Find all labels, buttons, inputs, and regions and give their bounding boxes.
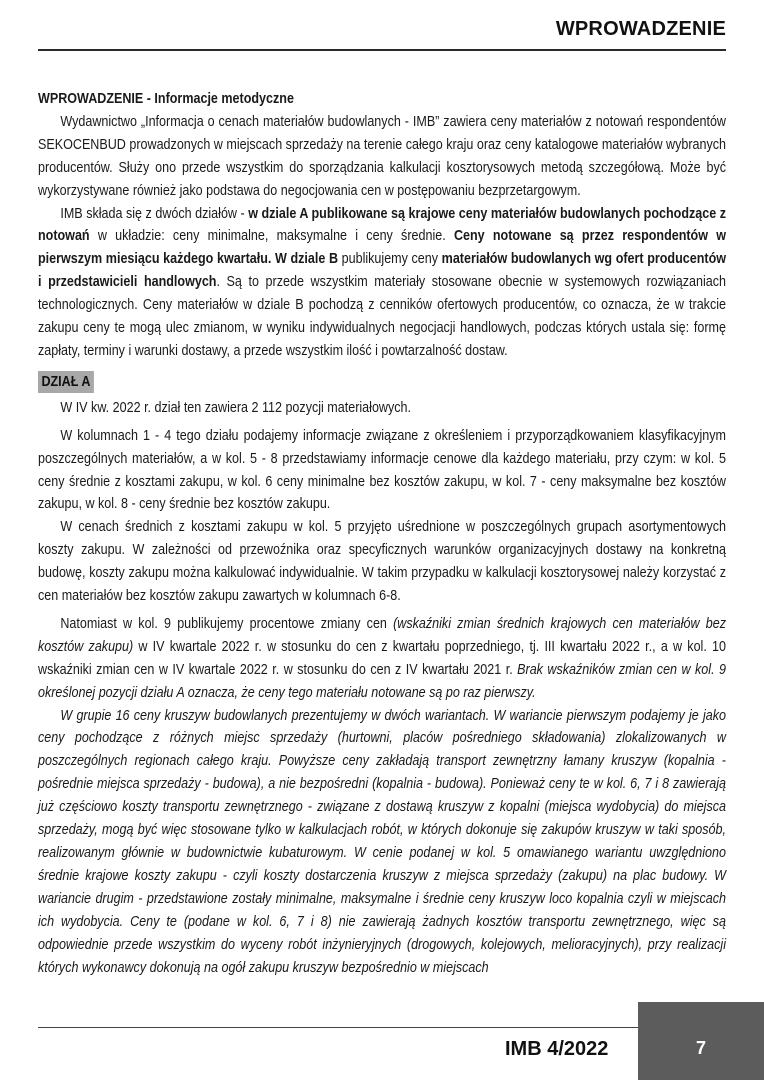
intro-p2-text-g: . Są to przede wszystkim materiały stosowane obecnie w systemowych rozwiązaniach technologicznych. Ceny materiałów w dziale B pochodzą z cenników ofertowych producentów, co oznacza, że w trakcie zakupu ceny te mogą ulec zmianom, w wyniku indywidualnych negocjacji handlowych, podczas których ustala się: formę zapłaty, terminy i warunki dostawy, a przede wszystkim ilość i powtarzalność dostaw. [38,274,727,359]
section-a-paragraph-3: W cenach średnich z kosztami zakupu w kol. 5 przyjęto uśrednione w poszczególnych grupach asortymentowych koszty zakupu. W zależności od przewoźnika oraz specyficznych warunków organizacyjnych dostawy na konkretną budowę, koszty zakupu można kalkulować indywidualnie. W takim przypadku w kalkulacji kosztorysowej należy korzystać z cen materiałów bez kosztów zakupu zawartych w kolumnach 6-8. [38,519,727,605]
page-number-box [638,1002,764,1080]
section-a-badge: DZIAŁ A [38,371,94,393]
running-header-title: WPROWADZENIE [555,18,726,40]
intro-p2-bold-b: w dziale A publikowane są krajowe ceny materiałów budowlanych pochodzące z notowań [38,205,726,245]
intro-p2-text-c: w układzie: ceny minimalne, maksymalne i ceny średnie. [89,228,454,245]
section-a-paragraph-4 [38,613,726,705]
section-a-paragraph-1: W IV kw. 2022 r. dział ten zawiera 2 112 pozycji materiałowych. [60,399,412,416]
section-a-paragraph-5: W grupie 16 ceny kruszyw budowlanych prezentujemy w dwóch wariantach. W wariancie pierwszym podajemy je jako ceny pochodzące z różnych miejsc sprzedaży (hurtowni, placów pośredniego składowania) zlokalizowanych w poszczególnych regionach całego kraju. Powyższe ceny zakładają transport zewnętrzny łamany kruszyw (kopalnia - pośrednie miejsca sprzedaży - budowa), a nie bezpośredni (kopalnia - budowa). Ponieważ ceny te w kol. 6, 7 i 8 zawierają już częściowo koszty transportu zewnętrznego - związane z dostawą kruszyw z kopalni (miejsca wydobycia) do miejsca sprzedaży, mogą być więc stosowane tylko w kalkulacjach robót, w których dokonuje się zakupów kruszyw w taki sposób, realizowanym głównie w budownictwie kubaturowym. W cenie podanej w kol. 5 omawianego wariantu uwzględniono średnie krajowe koszty zakupu - czyli koszty dostarczenia kruszyw z miejsca sprzedaży (zakupu) na plac budowy. W wariancie drugim - przedstawione zostały minimalne, maksymalne i średnie ceny kruszyw loco kopalnia czyli w miejscach ich wydobycia. Ceny te (podane w kol. 6, 7 i 8) nie zawierają żadnych kosztów transportu zewnętrznego, więc są odpowiednie przede wszystkim do wyceny robót inżynieryjnych (drogowych, kolejowych, melioracyjnych), przy realizacji których wykonawcy dokonują na ogół zakupu kruszyw bezpośrednio w miejscach [38,707,727,976]
section-a-p4-text-a: Natomiast w kol. 9 publikujemy procentowe zmiany cen [60,615,394,632]
section-a-heading [38,371,726,394]
page-number: 7 [695,1038,706,1058]
footer-rule [38,1027,638,1028]
section-a-p4-italic-b: (wskaźniki zmian średnich krajowych cen materiałów bez kosztów zakupu) [38,615,726,655]
intro-p2-bold-d: Ceny notowane są przez respondentów w pierwszym miesiącu każdego kwartału. W dziale B [38,228,726,268]
intro-paragraph-2 [38,203,726,363]
section-a-p4-italic-d: Brak wskaźników zmian cen w kol. 9 określonej pozycji działu A oznacza, że ceny tego materiału notowane są po raz pierwszy. [38,661,727,701]
publication-label: IMB 4/2022 [505,1038,609,1060]
intro-p2-text-a: IMB składa się z dwóch działów - [60,205,249,222]
intro-p2-bold-f: materiałów budowlanych wg ofert producentów i przedstawicieli handlowych [38,251,726,291]
section-a-p4-text-c: w IV kwartale 2022 r. w stosunku do cen z kwartału poprzedniego, tj. III kwartału 2022 r., a w kol. 10 wskaźniki zmian cen w IV kwartale 2022 r. w stosunku do cen z IV kwartału 2021 r. [38,638,726,678]
intro-p2-text-e: publikujemy ceny [338,251,442,268]
intro-paragraph-1: Wydawnictwo „Informacja o cenach materiałów budowlanych - IMB” zawiera ceny materiałów z notowań respondentów SEKOCENBUD prowadzonych w miejscach sprzedaży na terenie całego kraju oraz ceny katalogowe materiałów wybranych producentów. Służy ono przede wszystkim do sporządzania kalkulacji kosztorysowych metodą szczegółową. Może być wykorzystywane również jako podstawa do negocjowania cen w postępowaniu bezprzetargowym. [38,113,727,199]
section-a-paragraph-2: W kolumnach 1 - 4 tego działu podajemy informacje związane z określeniem i przyporządkowaniem klasyfikacyjnym poszczególnych materiałów, a w kol. 5 - 8 przedstawiamy informacje cenowe dla każdego materiału, przy czym: w kol. 5 ceny średnie z kosztami zakupu, w kol. 6 ceny minimalne bez kosztów zakupu, w kol. 7 - ceny maksymalne bez kosztów zakupu, w kol. 8 - ceny średnie bez kosztów zakupu. [38,427,727,513]
header-rule [38,49,726,51]
page-body [38,88,726,979]
intro-heading: WPROWADZENIE - Informacje metodyczne [38,91,294,107]
